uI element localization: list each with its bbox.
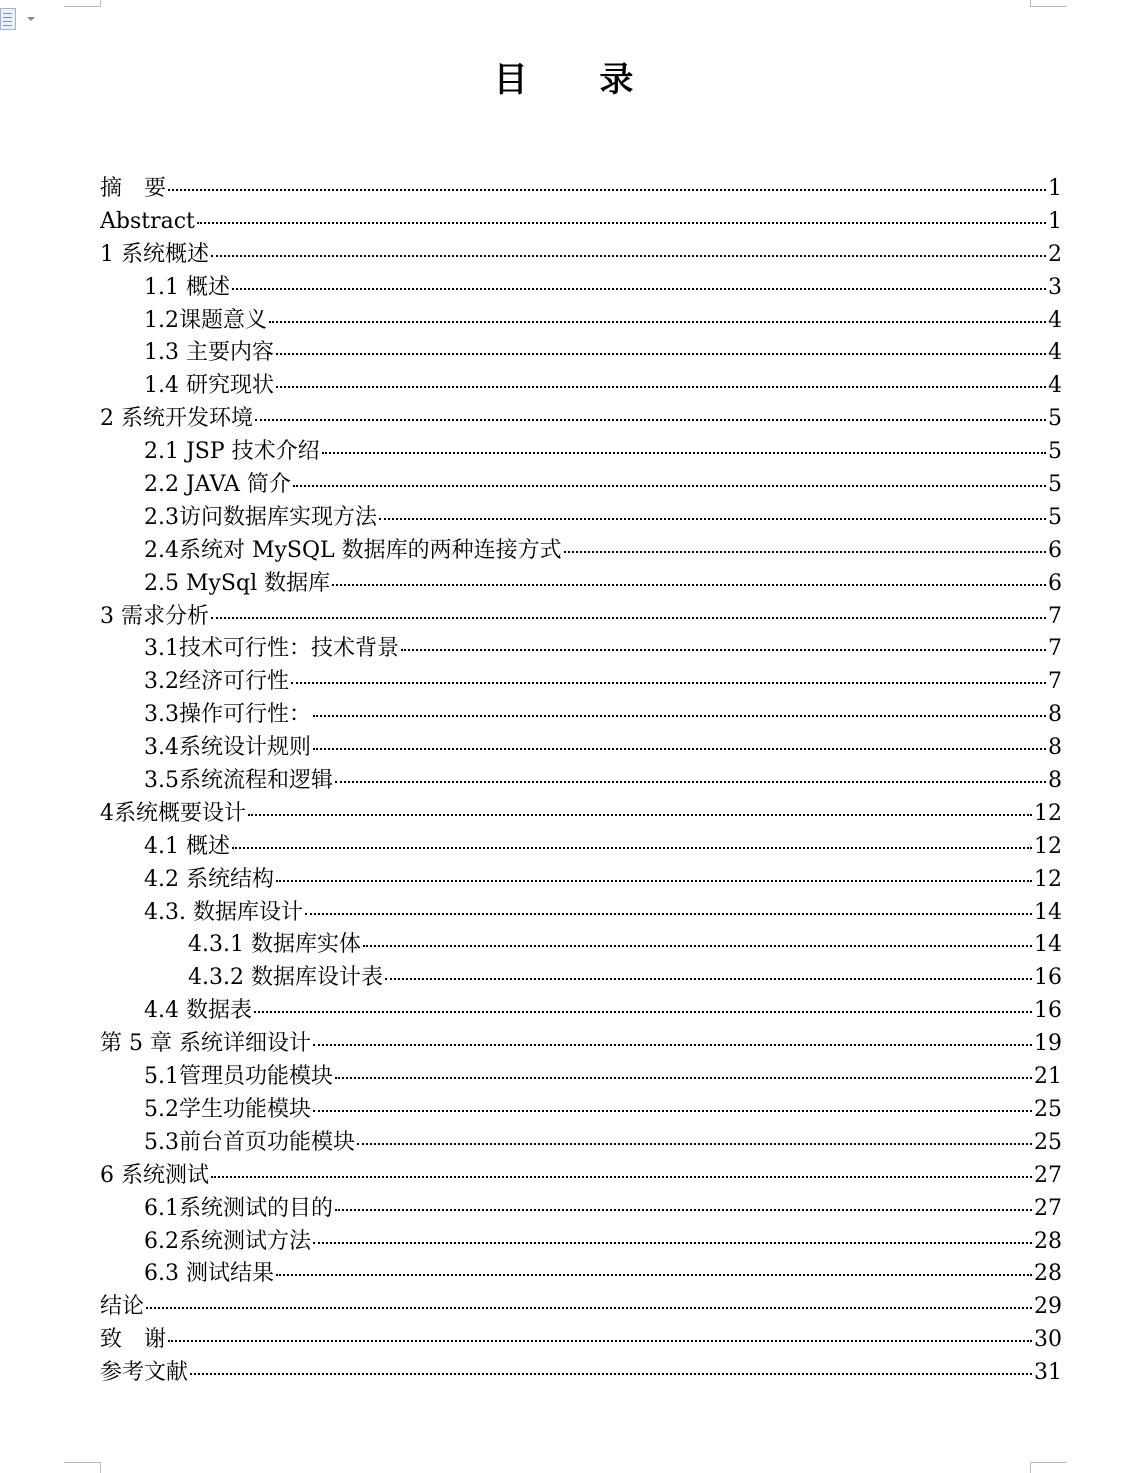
toc-entry-page-number: 6 — [1048, 537, 1062, 563]
toc-entry-page-number: 28 — [1034, 1228, 1062, 1254]
toc-entry[interactable] — [100, 1258, 1062, 1291]
toc-entry-page-number: 12 — [1034, 833, 1062, 859]
toc-entry-label: 摘 要 — [100, 176, 167, 201]
toc-entry[interactable] — [100, 1291, 1062, 1324]
toc-dot-leader — [276, 385, 1046, 388]
toc-entry[interactable] — [100, 601, 1062, 634]
page-corner-mark-top-right — [1030, 0, 1067, 7]
toc-entry-label: 2.4系统对 MySQL 数据库的两种连接方式 — [144, 537, 562, 563]
toc-entry-page-number: 14 — [1034, 899, 1062, 925]
toc-entry-label: 5.3前台首页功能模块 — [144, 1129, 355, 1155]
toc-dot-leader — [335, 1208, 1032, 1211]
toc-entry-label: 3 需求分析 — [100, 603, 209, 629]
toc-entry[interactable] — [100, 962, 1062, 995]
toc-dot-leader — [335, 780, 1046, 783]
toc-entry-label: 1.4 研究现状 — [144, 373, 274, 399]
toc-dot-leader — [197, 221, 1046, 224]
toc-entry[interactable] — [100, 897, 1062, 930]
toc-entry-page-number: 25 — [1034, 1096, 1062, 1122]
toc-entry[interactable] — [100, 1028, 1062, 1061]
toc-entry[interactable] — [100, 1357, 1062, 1390]
toc-dot-leader — [211, 616, 1046, 619]
toc-entry[interactable] — [100, 666, 1062, 699]
toc-entry-page-number: 25 — [1034, 1129, 1062, 1155]
toc-entry-page-number: 3 — [1048, 274, 1062, 300]
toc-dot-leader — [322, 451, 1046, 454]
toc-entry-label: Abstract — [100, 208, 195, 234]
toc-entry-page-number: 16 — [1034, 965, 1062, 991]
toc-dot-leader — [146, 1306, 1032, 1309]
toc-dot-leader — [248, 813, 1032, 816]
toc-entry-page-number: 1 — [1048, 176, 1062, 201]
toc-entry[interactable] — [100, 436, 1062, 469]
toc-dot-leader — [385, 977, 1032, 980]
toc-dot-leader — [211, 254, 1046, 257]
toc-entry[interactable] — [100, 995, 1062, 1028]
toc-entry[interactable] — [100, 765, 1062, 798]
toc-dot-leader — [232, 846, 1032, 849]
toc-entry-label: 第 5 章 系统详细设计 — [100, 1031, 311, 1057]
toc-entry-page-number: 28 — [1034, 1261, 1062, 1287]
toc-entry-page-number: 8 — [1048, 735, 1062, 761]
toc-dot-leader — [313, 1043, 1032, 1046]
toc-dot-leader — [276, 879, 1032, 882]
toc-entry-page-number: 4 — [1048, 340, 1062, 366]
toc-entry[interactable] — [100, 370, 1062, 403]
toc-dot-leader — [232, 287, 1046, 290]
toc-entry-label: 1 系统概述 — [100, 241, 209, 267]
toc-entry-label: 4系统概要设计 — [100, 800, 246, 826]
toc-dot-leader — [276, 352, 1046, 355]
toc-entry-label: 1.1 概述 — [144, 274, 230, 300]
toc-dot-leader — [379, 517, 1046, 520]
toc-entry-page-number: 4 — [1048, 373, 1062, 399]
toc-entry[interactable] — [100, 173, 1062, 206]
toc-entry[interactable] — [100, 403, 1062, 436]
toc-entry-page-number: 12 — [1034, 866, 1062, 892]
toc-entry-page-number: 16 — [1034, 998, 1062, 1024]
toc-entry-label: 2.5 MySql 数据库 — [144, 570, 331, 596]
toc-entry-label: 3.4系统设计规则 — [144, 735, 311, 761]
table-of-contents — [100, 173, 1062, 1390]
toc-dot-leader — [401, 648, 1046, 651]
toc-entry[interactable] — [100, 1193, 1062, 1226]
toc-entry[interactable] — [100, 469, 1062, 502]
toc-dot-leader — [276, 1273, 1032, 1276]
toc-entry[interactable] — [100, 929, 1062, 962]
toc-dot-leader — [357, 1142, 1032, 1145]
toc-dot-leader — [313, 1241, 1032, 1244]
toc-entry-page-number: 1 — [1048, 208, 1062, 234]
toc-entry-label: 参考文献 — [100, 1360, 189, 1386]
toc-dot-leader — [269, 320, 1046, 323]
toc-entry[interactable] — [100, 1324, 1062, 1357]
toc-entry-page-number: 21 — [1034, 1064, 1062, 1090]
toc-entry-label: 3.3操作可行性： — [144, 702, 311, 728]
toc-dot-leader — [190, 1372, 1032, 1375]
toc-entry-page-number: 2 — [1048, 241, 1062, 267]
toc-entry-label: 4.3. 数据库设计 — [144, 899, 303, 925]
toc-entry[interactable] — [100, 699, 1062, 732]
toc-dot-leader — [363, 944, 1032, 947]
toc-entry-page-number: 29 — [1034, 1294, 1062, 1320]
toc-entry-page-number: 27 — [1034, 1162, 1062, 1188]
toc-entry-label: 1.3 主要内容 — [144, 340, 274, 366]
toc-entry[interactable] — [100, 1226, 1062, 1259]
toc-entry-label: 4.3.1 数据库实体 — [188, 932, 361, 958]
toc-dot-leader — [211, 1175, 1032, 1178]
toc-entry-page-number: 5 — [1048, 504, 1062, 530]
toc-entry-label: 3.2经济可行性 — [144, 669, 289, 695]
toc-dot-leader — [254, 1010, 1032, 1013]
page-title: 目 录 — [493, 60, 664, 100]
toc-entry-page-number: 8 — [1048, 702, 1062, 728]
toc-entry-page-number: 19 — [1034, 1031, 1062, 1057]
toc-entry-label: 3.1技术可行性：技术背景 — [144, 636, 399, 662]
toc-dot-leader — [293, 484, 1046, 487]
toc-entry[interactable] — [100, 732, 1062, 765]
toc-entry-page-number: 12 — [1034, 800, 1062, 826]
toc-entry-page-number: 27 — [1034, 1195, 1062, 1221]
toc-dot-leader — [335, 1076, 1032, 1079]
toc-entry[interactable] — [100, 305, 1062, 338]
document-sheet-icon — [0, 8, 16, 30]
toc-entry-label: 4.2 系统结构 — [144, 866, 274, 892]
toc-entry-label: 6.1系统测试的目的 — [144, 1195, 333, 1221]
toc-entry-page-number: 4 — [1048, 307, 1062, 333]
document-menu-icon[interactable] — [0, 8, 40, 34]
toc-entry-label: 2.1 JSP 技术介绍 — [144, 439, 320, 465]
toc-entry-label: 5.2学生功能模块 — [144, 1096, 311, 1122]
toc-entry-label: 5.1管理员功能模块 — [144, 1064, 333, 1090]
toc-entry[interactable] — [100, 502, 1062, 535]
toc-entry-label: 6.3 测试结果 — [144, 1261, 274, 1287]
toc-entry[interactable] — [100, 239, 1062, 272]
toc-entry[interactable] — [100, 272, 1062, 305]
toc-entry[interactable] — [100, 535, 1062, 568]
toc-entry[interactable] — [100, 1061, 1062, 1094]
toc-entry-page-number: 5 — [1048, 472, 1062, 498]
toc-dot-leader — [291, 681, 1046, 684]
toc-entry-page-number: 31 — [1034, 1360, 1062, 1386]
toc-entry[interactable] — [100, 633, 1062, 666]
toc-entry-page-number: 8 — [1048, 768, 1062, 794]
dropdown-caret-icon — [27, 17, 35, 21]
toc-dot-leader — [313, 714, 1046, 717]
toc-entry-page-number: 7 — [1048, 636, 1062, 662]
toc-dot-leader — [313, 1109, 1032, 1112]
toc-dot-leader — [564, 550, 1046, 553]
toc-entry-page-number: 6 — [1048, 570, 1062, 596]
toc-entry-page-number: 14 — [1034, 932, 1062, 958]
page-corner-mark-bottom-right — [1030, 1462, 1067, 1473]
toc-entry-label: 致 谢 — [100, 1327, 167, 1353]
toc-entry-label: 3.5系统流程和逻辑 — [144, 768, 333, 794]
toc-dot-leader — [168, 1339, 1032, 1342]
toc-dot-leader — [255, 418, 1046, 421]
toc-entry-label: 4.3.2 数据库设计表 — [188, 965, 383, 991]
toc-entry[interactable] — [100, 1127, 1062, 1160]
toc-entry[interactable] — [100, 568, 1062, 601]
toc-entry-page-number: 7 — [1048, 603, 1062, 629]
toc-entry[interactable] — [100, 864, 1062, 897]
toc-dot-leader — [168, 188, 1046, 191]
toc-entry-page-number: 5 — [1048, 439, 1062, 465]
toc-entry-label: 结论 — [100, 1294, 145, 1320]
toc-entry-label: 6.2系统测试方法 — [144, 1228, 311, 1254]
toc-entry[interactable] — [100, 1094, 1062, 1127]
toc-dot-leader — [332, 583, 1046, 586]
toc-entry-label: 4.1 概述 — [144, 833, 230, 859]
toc-entry[interactable] — [100, 1160, 1062, 1193]
toc-entry[interactable] — [100, 206, 1062, 239]
page-corner-mark-bottom-left — [64, 1462, 101, 1473]
toc-entry-label: 1.2课题意义 — [144, 307, 267, 333]
toc-dot-leader — [305, 912, 1032, 915]
toc-entry[interactable] — [100, 831, 1062, 864]
toc-entry-label: 6 系统测试 — [100, 1162, 209, 1188]
toc-entry-label: 2 系统开发环境 — [100, 406, 253, 432]
toc-entry-label: 2.3访问数据库实现方法 — [144, 504, 377, 530]
toc-entry-page-number: 30 — [1034, 1327, 1062, 1353]
toc-entry-label: 2.2 JAVA 简介 — [144, 472, 291, 498]
toc-dot-leader — [313, 747, 1046, 750]
toc-entry[interactable] — [100, 798, 1062, 831]
toc-entry[interactable] — [100, 337, 1062, 370]
toc-entry-page-number: 7 — [1048, 669, 1062, 695]
toc-entry-label: 4.4 数据表 — [144, 998, 252, 1024]
toc-entry-page-number: 5 — [1048, 406, 1062, 432]
page-corner-mark-top-left — [64, 0, 101, 7]
